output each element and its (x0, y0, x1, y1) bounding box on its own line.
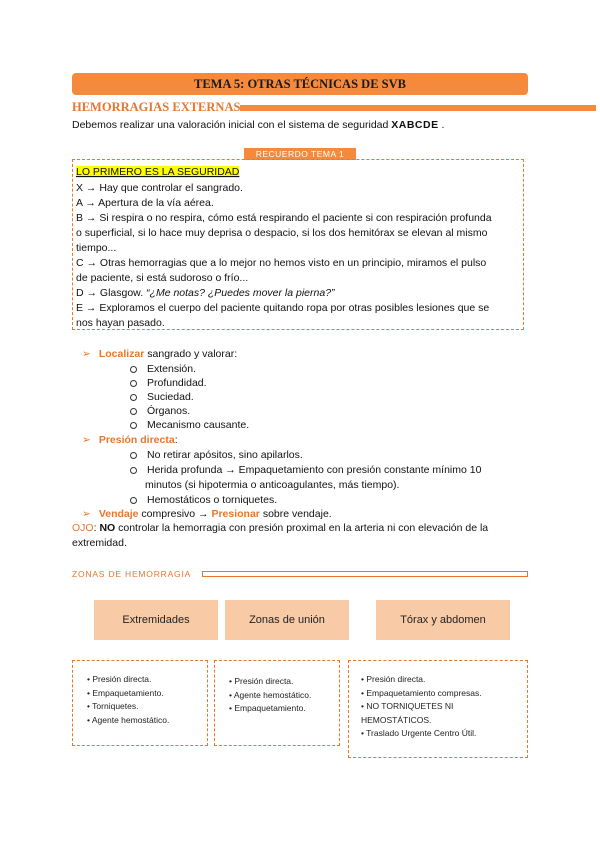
intro-end: . (438, 119, 445, 131)
presion-rest: : (174, 434, 178, 446)
detail-item: • Torniquetes. (87, 701, 139, 711)
ojo-bold: NO (99, 522, 116, 534)
circle-bullet-icon (130, 394, 137, 401)
detail-item: • NO TORNIQUETES NI (361, 701, 454, 711)
vendaje-label: Vendaje (98, 508, 139, 520)
section-title: HEMORRAGIAS EXTERNAS (72, 100, 241, 114)
subitem-text: Mecanismo causante. (147, 419, 250, 431)
intro-bold: XABCDE (391, 119, 439, 131)
box-line: tiempo... (76, 242, 117, 254)
box-line-text: D → Glasgow. (76, 287, 147, 299)
vendaje-mid: compresivo → (138, 508, 212, 520)
list-subitem (130, 419, 249, 431)
page-title: TEMA 5: OTRAS TÉCNICAS DE SVB (72, 73, 528, 95)
circle-bullet-icon (130, 497, 137, 504)
detail-item: • Empaquetamiento. (87, 687, 164, 698)
circle-bullet-icon (130, 452, 137, 459)
list-subitem (130, 494, 277, 506)
circle-bullet-icon (130, 467, 137, 474)
zone-extremidades: Extremidades (94, 600, 218, 640)
list-subitem (130, 464, 481, 476)
ojo-note-cont: extremidad. (72, 537, 127, 549)
intro-text (72, 119, 444, 131)
section-rule (240, 105, 596, 111)
subitem-text: Órganos. (147, 405, 191, 417)
zone-detail-extremidades (72, 660, 208, 746)
ojo-label: OJO (72, 522, 94, 534)
list-subitem (130, 449, 303, 461)
box-line: X → Hay que controlar el sangrado. (76, 182, 243, 194)
detail-item: • Agente hemostático. (87, 714, 170, 725)
circle-bullet-icon (130, 366, 137, 373)
presionar-label: Presionar (211, 508, 260, 520)
zone-detail-union (214, 660, 340, 746)
box-heading-text: LO PRIMERO ES LA SEGURIDAD (76, 166, 240, 178)
list-subitem (130, 405, 190, 417)
box-line: de paciente, si está sudoroso o frío... (76, 272, 249, 284)
detail-item: • Empaquetamiento compresas. (361, 687, 482, 698)
detail-item: • Empaquetamiento. (229, 703, 306, 713)
zones-title: ZONAS DE HEMORRAGIA (72, 569, 192, 579)
detail-item: • Presión directa. (87, 674, 152, 684)
zone-union: Zonas de unión (225, 600, 349, 640)
glasgow-quote: “¿Me notas? ¿Puedes mover la pierna?” (146, 287, 335, 299)
zone-detail-torax (348, 660, 528, 758)
ojo-colon: : (93, 522, 100, 534)
circle-bullet-icon (130, 422, 137, 429)
zones-rule (202, 571, 528, 577)
detail-item: • Agente hemostático. (229, 689, 312, 700)
box-line: C → Otras hemorragias que a lo mejor no hemos visto en un principio, miramos el pulso (76, 257, 487, 269)
zone-torax: Tórax y abdomen (376, 600, 510, 640)
list-item-presion (82, 434, 178, 446)
detail-item: • Presión directa. (361, 674, 426, 684)
box-line: o superficial, si lo hace muy deprisa o despacio, si los dos hemitórax se elevan al mismo (76, 227, 488, 239)
intro-text-main: Debemos realizar una valoración inicial con el sistema de seguridad (72, 119, 392, 131)
localizar-label: Localizar (98, 348, 145, 360)
detail-item: • Presión directa. (229, 676, 294, 686)
list-subitem (130, 363, 196, 375)
arrow-bullet-icon: ➢ (82, 348, 91, 360)
arrow-bullet-icon: ➢ (82, 434, 91, 446)
box-line: A → Apertura de la vía aérea. (76, 197, 214, 209)
presion-label: Presión directa (98, 434, 175, 446)
detail-item: HEMOSTÁTICOS. (361, 714, 432, 725)
box-line: B → Si respira o no respira, cómo está respirando el paciente si con respiración profunda (76, 212, 492, 224)
subitem-text: No retirar apósitos, sino apilarlos. (147, 449, 303, 461)
list-subitem-cont: minutos (si hipotermia o anticoagulantes, más tiempo). (145, 479, 400, 491)
box-line-glasgow (76, 287, 335, 299)
subitem-text: Hemostáticos o torniquetes. (147, 494, 278, 506)
zones-header (72, 569, 528, 581)
vendaje-end: sobre vendaje. (259, 508, 332, 520)
list-item-vendaje (82, 508, 332, 520)
subitem-text: Herida profunda → Empaquetamiento con presión constante mínimo 10 (147, 464, 482, 476)
reminder-tag: RECUERDO TEMA 1 (244, 148, 356, 160)
subitem-text: Suciedad. (147, 391, 194, 403)
ojo-note (72, 522, 488, 534)
box-heading (76, 166, 239, 178)
circle-bullet-icon (130, 408, 137, 415)
detail-item: • Traslado Urgente Centro Útil. (361, 728, 477, 738)
section-header (72, 100, 528, 116)
box-line: E → Exploramos el cuerpo del paciente quitando ropa por otras posibles lesiones que se (76, 302, 490, 314)
list-subitem (130, 391, 194, 403)
ojo-text: controlar la hemorragia con presión proximal en la arteria ni con elevación de la (115, 522, 489, 534)
circle-bullet-icon (130, 380, 137, 387)
subitem-text: Extensión. (147, 363, 197, 375)
localizar-rest: sangrado y valorar: (144, 348, 238, 360)
list-item-localizar (82, 348, 237, 360)
box-line: nos hayan pasado. (76, 317, 165, 329)
subitem-text: Profundidad. (147, 377, 207, 389)
list-subitem (130, 377, 207, 389)
arrow-bullet-icon: ➢ (82, 508, 91, 520)
